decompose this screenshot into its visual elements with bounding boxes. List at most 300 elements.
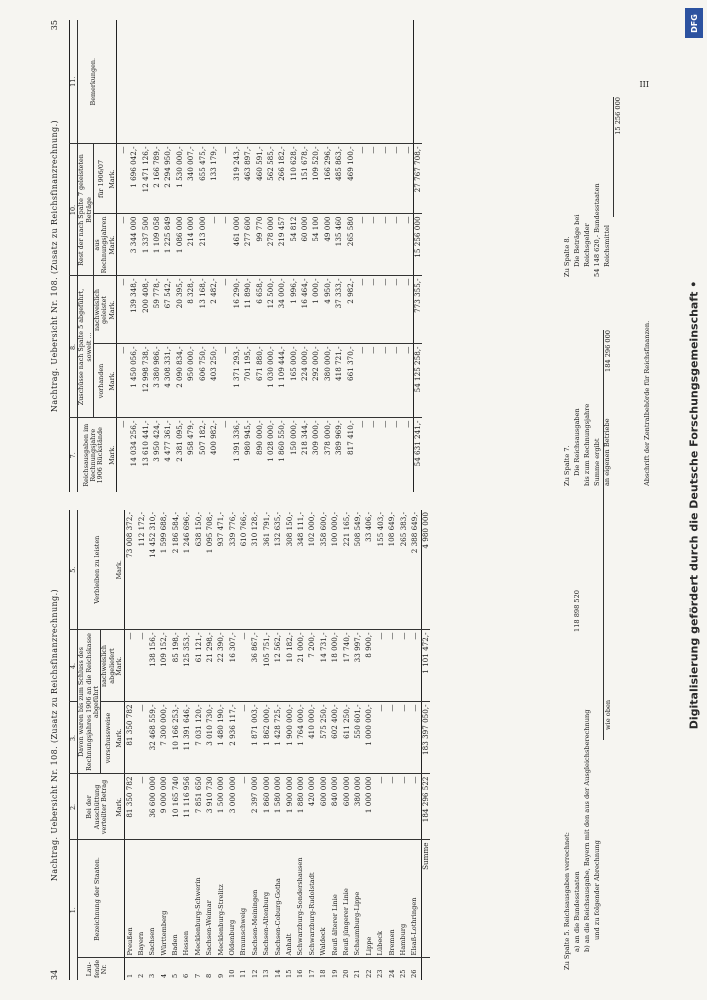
row-number: 10 [228,969,237,978]
value-c9: 2 482,- [208,276,219,344]
col-number-1: 1. [70,840,78,980]
value-c10a: 1 109 058 [151,214,162,276]
value-c5: 1 095 708,- [204,510,215,630]
value-c5: 348 111,- [295,510,306,630]
row-number: 8 [205,973,214,978]
row-number: 15 [284,969,293,978]
value-c7: — [117,420,127,428]
value-c10a: 461 000 [231,214,242,276]
value-c10b: — [220,144,231,214]
state-name: Schaumburg-Lippe [352,840,363,958]
remarks-cell [265,20,276,144]
table-row [341,510,352,980]
value-c9: 139 348,- [129,276,140,344]
value-c10b: 266 182,- [277,144,288,214]
value-c4: 36 867,- [250,630,261,702]
value-c10b: 1 530 000,- [174,144,185,214]
value-c10a: — [391,214,402,276]
table-row [311,20,322,492]
dfg-watermark [687,40,701,970]
row-number: 20 [341,969,350,978]
value-c8: 224 000,- [299,344,310,418]
table-row [322,20,333,492]
value-c5: 33 406,- [364,510,375,630]
left-total-c3: 183 397 050,- [421,702,430,774]
value-c9: 6 658,- [254,276,265,344]
table-row [254,20,265,492]
value-c7: 2 381 095,- [174,420,184,462]
value-c10a: — [208,214,219,276]
left-total-c4: 1 101 472,- [421,630,430,702]
table-row [231,20,242,492]
dfg-logo-text: DFG [689,13,699,33]
state-name: Hamburg [398,840,409,958]
value-c10a: — [220,214,231,276]
value-c4: 10 182,- [284,630,295,702]
value-c9: 59 778,- [151,276,162,344]
right-page-title: Nachtrag. Uebersicht Nr. 108. (Zusatz zu Reichsfinanzrechnung.) [50,119,59,413]
value-c5: 265 383,- [398,510,409,630]
header-c2: Bei der Ausschüttung verteilter Betrag [78,774,116,840]
note-sum-label: wie oben [604,699,612,730]
col-number-11: 11. [70,20,78,144]
note-heading: Zu Spalte 5. Reichsausgaben verrechnet: [563,831,571,970]
remarks-cell [186,20,197,144]
table-row [387,510,398,980]
value-c7: 218 344,- [300,420,310,455]
table-row [124,510,136,980]
value-c4: 22 390,- [216,630,227,702]
value-c2: 3 000 000 [227,774,238,840]
value-c8: — [379,344,390,418]
col-number-8: 8. [70,276,78,418]
value-c4: — [387,630,398,702]
rnote-m2: Die Beträge bei [573,214,581,267]
remarks-cell [254,20,265,144]
table-row [186,20,197,492]
value-c4: 14 731,- [318,630,329,702]
table-row [345,20,356,492]
table-row [216,510,227,980]
state-name: Sachsen [147,840,158,958]
value-c4: 17 740,- [341,630,352,702]
value-c10b: 340 007,- [186,144,197,214]
value-c10b: — [379,144,390,214]
value-c5: 132 635,- [273,510,284,630]
value-c4: 18 000,- [330,630,341,702]
row-number: 26 [410,969,419,978]
state-name: Elsaß-Lothringen [409,840,421,958]
value-c4: — [238,630,249,702]
value-c10b: 463 897,- [242,144,253,214]
right-total-c10b: 27 767 708,- [414,144,423,214]
value-c4: — [136,630,147,702]
value-c7: 400 982,- [208,420,218,455]
unit-c10b: Mark. [109,144,117,214]
remarks-cell [368,20,379,144]
table-row [375,510,386,980]
remarks-cell [220,20,231,144]
remarks-cell [356,20,367,144]
table-row [284,510,295,980]
value-c10b: 12 471 126,- [140,144,151,214]
header-c10a: aus Rechnungsjahren [94,214,109,276]
value-c9: 1 996,- [288,276,299,344]
remarks-cell [334,20,345,144]
value-c4: — [124,630,136,702]
value-c10a: 135 460 [334,214,345,276]
state-name: Mecklenburg-Strelitz [216,840,227,958]
table-row [129,20,140,492]
right-page-number: 35 [50,20,59,31]
value-c2: 2 397 000 [250,774,261,840]
value-c2: 600 000 [318,774,329,840]
rnote-m4: 54 148 620,- Bundesstaaten [593,183,601,277]
row-number: 23 [376,969,385,978]
value-c8: 165 000,- [288,344,299,418]
right-total-c10a: 15 256 000 [414,214,423,276]
row-number: 21 [353,969,362,978]
value-c8: 1 109 444,- [277,344,288,418]
value-c3: 1 480 190,- [216,702,227,774]
table-row [136,510,147,980]
value-c2: 36 600 000 [147,774,158,840]
state-name: Schwarzburg-Sondershausen [295,840,306,958]
value-c9: 8 328,- [186,276,197,344]
table-row [193,510,204,980]
unit-c9: Mark. [109,276,117,344]
table-row [197,20,208,492]
unit-c7: Mark. [107,445,116,465]
value-c10a: 1 086 000 [174,214,185,276]
value-c10b: 485 863,- [334,144,345,214]
value-c8: 661 370,- [345,344,356,418]
left-total-c2: 184 296 522 [421,774,430,840]
state-name: Lübeck [375,840,386,958]
value-c8: — [402,344,414,418]
rnote-m5: Reichsmittel [603,225,611,267]
left-data-table [69,510,430,980]
value-c2: 1 900 000 [284,774,295,840]
right-total-c7: 54 631 241,- [413,420,423,467]
value-c3: 1 871 003,- [250,702,261,774]
value-c2: — [375,774,386,840]
value-c2: 10 165 740 [170,774,181,840]
value-c5: 14 452 310,- [147,510,158,630]
header-c9: nachweislich geleistet [94,276,109,344]
state-name: Waldeck [318,840,329,958]
table-row [356,20,367,492]
value-c2: — [136,774,147,840]
header-group-c3-c4: Davon waren bis zum Schluss des Rechnungsjahres 1906 an die Reichskasse abgeführt [78,630,101,774]
value-c8: 418 721,- [334,344,345,418]
col-number-5: 5. [70,510,78,630]
table-row [364,510,375,980]
value-c4: 109 152,- [159,630,170,702]
state-name: Sachsen-Coburg-Gotha [273,840,284,958]
value-c8: 403 250,- [208,344,219,418]
value-c3: 81 350 782 [124,702,136,774]
unit-c2: Mark. [116,774,124,840]
state-name: Bayern [136,840,147,958]
value-c7: 980 945,- [243,420,253,455]
value-c10b: — [391,144,402,214]
value-c7: — [368,420,378,428]
value-c7: 13 610 441,- [140,420,150,467]
table-row [330,510,341,980]
value-c9: — [402,276,414,344]
row-number: 22 [364,969,373,978]
row-number: 19 [330,969,339,978]
remarks-cell [379,20,390,144]
table-row [250,510,261,980]
table-row [238,510,249,980]
value-c5: 155 403,- [375,510,386,630]
value-c10a: 213 000 [197,214,208,276]
row-number: 7 [193,973,202,978]
value-c7: 1 860 550,- [277,420,287,462]
value-c10a: 1 337 500 [140,214,151,276]
value-c8: 950 000,- [186,344,197,418]
table-row [409,510,421,980]
value-c8: — [391,344,402,418]
value-c9: 11 890,- [242,276,253,344]
value-c2: 11 116 956 [181,774,192,840]
right-page-header [51,20,63,492]
table-row [147,510,158,980]
rnote-2: Die Reichsausgaben [573,408,581,476]
value-c7: 817 410,- [345,420,355,455]
value-c10a: 265 580 [345,214,356,276]
value-c5: 339 776,- [227,510,238,630]
value-c9: 20 395,- [174,276,185,344]
value-c9: 16 464,- [299,276,310,344]
rnote-1: Zu Spalte 7. [563,445,571,486]
value-c2: 1 500 000 [216,774,227,840]
right-notes-col1 [563,286,613,486]
row-number: 3 [148,973,157,978]
unit-c5: Mark. [116,510,124,630]
value-c3: — [409,702,421,774]
value-c3: — [136,702,147,774]
row-number: 16 [296,969,305,978]
rnote-m6: 15 256 000 [613,97,624,217]
table-row [295,510,306,980]
value-c5: 937 471,- [216,510,227,630]
value-c4: 8 900,- [364,630,375,702]
value-c4: 105 751,- [261,630,272,702]
header-c3: vorschussweise [101,702,116,774]
table-row [140,20,151,492]
value-c8: — [356,344,367,418]
value-c10b: 109 520,- [311,144,322,214]
value-c9: — [220,276,231,344]
value-c5: 310 128,- [250,510,261,630]
row-number: 11 [239,969,248,978]
value-c8: 606 750,- [197,344,208,418]
value-c2: — [238,774,249,840]
state-name: Sachsen-Altenburg [261,840,272,958]
value-c3: 1 862 000,- [261,702,272,774]
rnote-3: bis zum Rechnungsjahre [583,403,591,486]
left-page-header [51,510,63,980]
state-name: Reuß jüngerer Linie [341,840,352,958]
remarks-cell [117,20,129,144]
value-c4: — [409,630,421,702]
value-c10b: — [356,144,367,214]
value-c7: — [220,420,230,428]
value-c9: — [391,276,402,344]
table-row [261,510,272,980]
table-row [159,510,170,980]
table-row [391,20,402,492]
value-c2: 7 851 650 [193,774,204,840]
value-c4: 7 200,- [307,630,318,702]
unit-c8: Mark. [109,344,117,418]
right-page [43,20,663,492]
value-c4: — [375,630,386,702]
header-c11: Bemerkungen. [78,20,109,144]
state-name: Braunschweig [238,840,249,958]
value-c3: 2 936 117,- [227,702,238,774]
value-c7: 309 000,- [311,420,321,455]
left-total-label: Summe [421,840,430,958]
value-c7: 1 391 336,- [231,420,241,462]
rnote-4: Summe ergibt [593,438,601,486]
value-c9: 34 000,- [277,276,288,344]
remarks-cell [231,20,242,144]
value-c8: 12 998 738,- [140,344,151,418]
table-row [242,20,253,492]
value-c8: 3 380 986,- [151,344,162,418]
value-c9: 200 408,- [140,276,151,344]
remarks-cell [208,20,219,144]
rnote-5: an eigenen Betriebe [603,418,611,486]
value-c3: 611 250,- [341,702,352,774]
remarks-cell [311,20,322,144]
value-c8: 4 308 331,- [163,344,174,418]
value-c2: 1 000 000 [364,774,375,840]
row-number: 6 [182,973,191,978]
value-c2: 1 580 000 [273,774,284,840]
remarks-cell [129,20,140,144]
value-c7: — [402,420,412,428]
col-number-7: 7. [70,418,78,492]
table-row [220,20,231,492]
state-name: Sachsen-Weimar [204,840,215,958]
value-c2: 3 910 730 [204,774,215,840]
remarks-cell [197,20,208,144]
value-c10a: 49 000 [322,214,333,276]
value-c3: 602 400,- [330,702,341,774]
table-row [170,510,181,980]
page-side-mark: III [639,80,649,89]
value-c10a: — [402,214,414,276]
rnote-m1: Zu Spalte 8. [563,236,571,277]
value-c8: 1 371 293,- [231,344,242,418]
value-c9: — [356,276,367,344]
value-c10a: 60 000 [299,214,310,276]
remarks-cell [288,20,299,144]
remarks-cell [163,20,174,144]
table-row [273,510,284,980]
value-c3: 1 000 000,- [364,702,375,774]
value-c10a: — [356,214,367,276]
value-c3: — [238,702,249,774]
value-c5: 1 246 696,- [181,510,192,630]
value-c10a: 214 000 [186,214,197,276]
unit-c3: Mark. [116,702,124,774]
value-c8: — [368,344,379,418]
value-c3: — [375,702,386,774]
table-row [227,510,238,980]
value-c4: 16 307,- [227,630,238,702]
value-c10a: 1 225 849 [163,214,174,276]
right-notes-col2 [563,77,624,277]
value-c5: 2 186 584,- [170,510,181,630]
value-c9: 4 950,- [322,276,333,344]
value-c9: 16 290,- [231,276,242,344]
header-c4: nachweislich abgeliefert [101,630,116,702]
row-number: 9 [216,973,225,978]
value-c7: 150 000,- [288,420,298,455]
table-row [181,510,192,980]
right-data-table [69,20,422,492]
value-c7: 389 969,- [334,420,344,455]
value-c3: 410 000,- [307,702,318,774]
value-c7: 4 477 361,- [163,420,173,462]
value-c5: 508 549,- [352,510,363,630]
header-c5: Verbleiben zu leisten [78,510,116,630]
table-row [318,510,329,980]
value-c10b: — [117,144,129,214]
remarks-cell [174,20,185,144]
table-row [151,20,162,492]
value-c9: — [379,276,390,344]
header-group-c10: Rest der nach Spalte 7 geleisteten Beträge [78,144,94,276]
value-c5: 100 000,- [330,510,341,630]
table-row [352,510,363,980]
table-row [204,510,215,980]
value-c8: 671 880,- [254,344,265,418]
value-c4: 138 156,- [147,630,158,702]
table-row [117,20,129,492]
row-number: 25 [398,969,407,978]
dfg-watermark-text: Digitalisierung gefördert durch die Deutsche Forschungsgemeinschaft • [687,280,701,730]
value-c3: 1 428 725,- [273,702,284,774]
right-total-c9: 773 355,- [414,276,423,344]
header-c7: Reichsausgaben im Rechnungsjahre 1906 Rückstände [81,423,105,487]
state-name: Lippe [364,840,375,958]
col-number-4: 4. [70,630,78,702]
header-name: Bezeichnung der Staaten. [78,840,116,958]
table-row [307,510,318,980]
unit-c4: Mark. [116,630,124,702]
table-row [299,20,310,492]
header-lfd: Lau-fende Nr. [85,959,108,978]
value-c3: 1 900 000,- [284,702,295,774]
value-c7: 890 000,- [254,420,264,455]
value-c10a: 278 000 [265,214,276,276]
table-row [265,20,276,492]
value-c9: 67 542,- [163,276,174,344]
table-row [288,20,299,492]
note-a-text: a) an die Bundesstaaten [573,871,581,952]
value-c5: 1 599 688,- [159,510,170,630]
remarks-cell [345,20,356,144]
state-name: Schwarzburg-Rudolstadt [307,840,318,958]
value-c9: — [117,276,129,344]
